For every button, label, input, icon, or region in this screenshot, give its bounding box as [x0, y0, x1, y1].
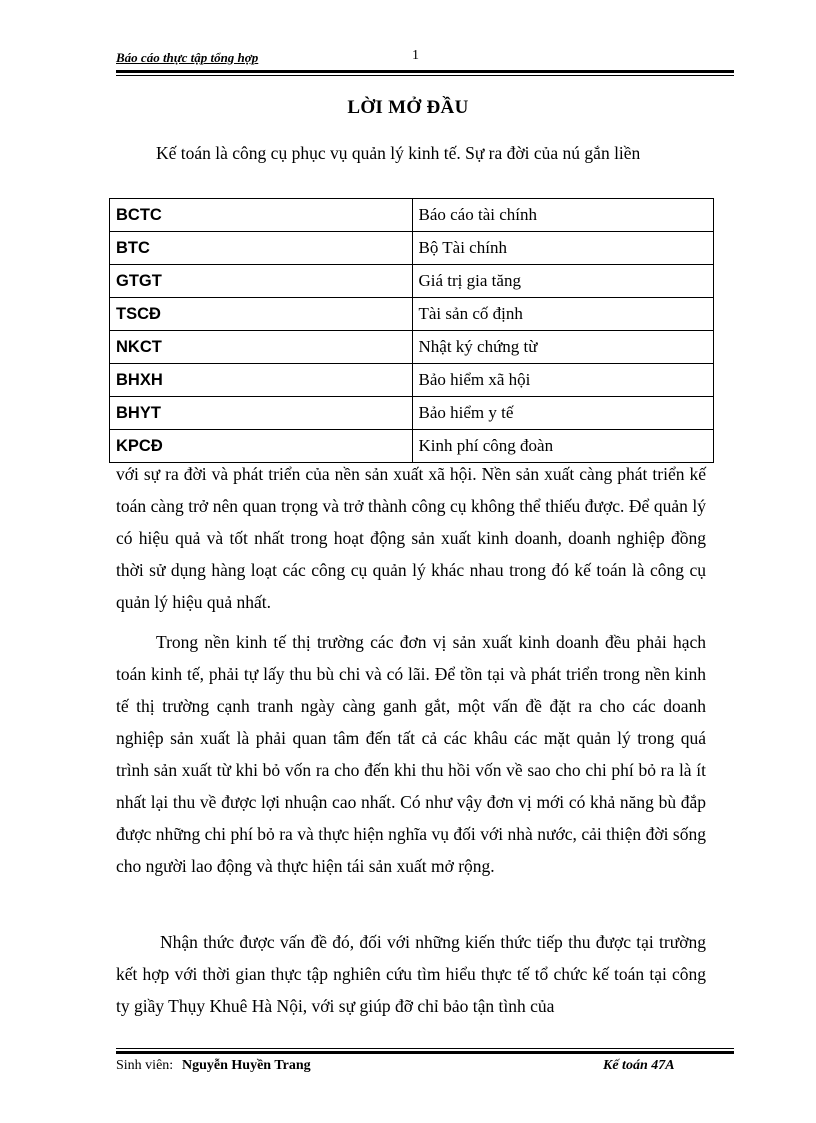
page-header: [116, 48, 734, 68]
table-row: [110, 364, 714, 397]
footer-rule-thin: [116, 1048, 734, 1049]
student-label: Sinh viên:: [116, 1058, 174, 1073]
table-row: [110, 265, 714, 298]
header-rule-thick: [116, 70, 734, 73]
abbr-code: GTGT: [110, 265, 413, 298]
abbr-code: TSCĐ: [110, 298, 413, 331]
footer-rule-thick: [116, 1051, 734, 1054]
class-name: Kế toán 47A: [603, 1058, 675, 1073]
abbreviation-table: [109, 198, 714, 463]
header-rule-thin: [116, 75, 734, 76]
abbr-code: BHYT: [110, 397, 413, 430]
intro-line: Kế toán là công cụ phục vụ quản lý kinh tế. Sự ra đời của nú gắn liền: [156, 143, 641, 163]
body-paragraph: Nhận thức được vấn đề đó, đối với những kiến thức tiếp thu được tại trường kết hợp với thời gian thực tập nghiên cứu tìm hiểu thực tế tổ chức kế toán tại công ty giầy Thụy Khuê Hà Nội, với sự giúp đỡ chỉ bảo tận tình của: [116, 932, 706, 1016]
report-title: Báo cáo thực tập tổng hợp: [116, 50, 259, 65]
abbr-meaning: Giá trị gia tăng: [412, 265, 714, 298]
abbr-meaning: Báo cáo tài chính: [412, 199, 714, 232]
table-row: [110, 232, 714, 265]
abbr-code: KPCĐ: [110, 430, 413, 463]
table-row: [110, 331, 714, 364]
body-paragraph: Trong nền kinh tế thị trường các đơn vị sản xuất kinh doanh đều phải hạch toán kinh tế, phải tự lấy thu bù chi và có lãi. Để tồn tại và phát triển trong nền kinh tế thị trường cạnh tranh ngày càng ganh gắt, một vấn đề đặt ra cho các doanh nghiệp sản xuất là phải quan tâm đến tất cả các khâu các mặt quản lý trong quá trình sản xuất từ khi bỏ vốn ra cho đến khi thu hồi vốn về sao cho chi phí bỏ ra là ít nhất lại thu về được lợi nhuận cao nhất. Có như vậy đơn vị mới có khả năng bù đắp được những chi phí bỏ ra và thực hiện nghĩa vụ đối với nhà nước, cải thiện đời sống cho người lao động và thực hiện tái sản xuất mở rộng.: [116, 632, 706, 876]
table-row: [110, 298, 714, 331]
abbr-code: BCTC: [110, 199, 413, 232]
table-row: [110, 397, 714, 430]
abbr-meaning: Tài sản cố định: [412, 298, 714, 331]
abbr-meaning: Kinh phí công đoàn: [412, 430, 714, 463]
abbr-meaning: Bảo hiểm xã hội: [412, 364, 714, 397]
abbr-meaning: Bảo hiểm y tế: [412, 397, 714, 430]
abbr-meaning: Nhật ký chứng từ: [412, 331, 714, 364]
page-heading: LỜI MỞ ĐẦU: [347, 97, 469, 118]
abbr-code: BTC: [110, 232, 413, 265]
abbr-code: BHXH: [110, 364, 413, 397]
page-number: 1: [412, 48, 419, 63]
abbr-code: NKCT: [110, 331, 413, 364]
abbr-meaning: Bộ Tài chính: [412, 232, 714, 265]
page-footer: [116, 1058, 734, 1078]
student-name: Nguyễn Huyền Trang: [182, 1058, 311, 1073]
table-row: [110, 199, 714, 232]
body-paragraph: với sự ra đời và phát triển của nền sản xuất xã hội. Nền sản xuất càng phát triển kế toán càng trở nên quan trọng và trở thành công cụ không thể thiếu được. Để quản lý có hiệu quả và tốt nhất trong hoạt động sản xuất kinh doanh, doanh nghiệp đồng thời sử dụng hàng loạt các công cụ quản lý khác nhau trong đó kế toán là công cụ quản lý hiệu quả nhất.: [116, 464, 706, 612]
